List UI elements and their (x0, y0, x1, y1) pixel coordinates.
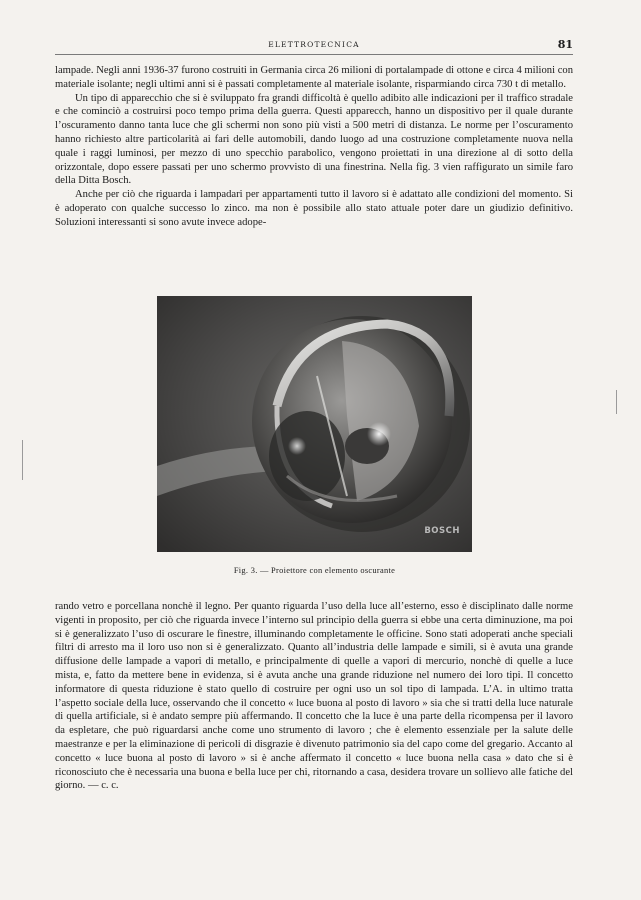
figure-caption: Fig. 3. — Proiettore con elemento oscurante (233, 566, 396, 575)
paragraph: Un tipo di apparecchio che si è sviluppato fra grandi difficoltà è quello adibito alle indicazioni per il traffico stradale e che cominciò a costruirsi poco tempo prima della guerra. Questi apparecch, hanno un dispositivo per il quale durante l’oscuramento danno tanta luce che gli schermi non sono più visti a 500 metri di distanza. Le norme per l’oscuramento hanno richiesto altre particolarità ai fari delle automobili, dando luogo ad una costruzione completamente nuova nella quale i raggi luminosi, per mezzo di uno specchio parabolico, vengono proiettati in una direzione al di sotto della orizzontale, dopo essere passati per uno schermo provvisto di una finestrina. Nella fig. 3 vien raffigurato un simile faro della Ditta Bosch. (55, 92, 573, 187)
bulb-highlight (367, 422, 391, 446)
headlamp-photo (157, 296, 472, 552)
paragraph: rando vetro e porcellana nonchè il legno. Per quanto riguarda l’uso della luce all’esterno, esso è disciplinato dalle norme vigenti in proposito, per ciò che riguarda invece l’interno sul principio della guerra si ebbe una certa diminuzione, ma poi si è generalizzato l’uso di oscurare le finestre, illuminando completamente le officine. Sono stati adoperati anche speciali filtri di arresto ma il loro uso non si è generalizzato. Quanto all’industria delle lampade e simili, si è avuta una grande diffusione delle lampade a vapori di metallo, e principalmente di quelle a vapori di mercurio, nonchè di quelle a luce mista, e, fatto da mettere bene in evidenza, si è avuta anche una grande riduzione nel numero dei loro tipi. Il concetto informatore di questa riduzione è stato quello di costruire per ogni uso un sol tipo di lampada. L’A. in ultimo tratta l’aspetto sociale della luce, osservando che il concetto « luce buona al posto di lavoro » sia che si tratti della luce naturale di quella artificiale, si è andato sempre più affermando. Il concetto che la luce è una parte della ricompensa per il lavoro da espletare, che può riguardarsi anche come uno strumento di lavoro ; che è elemento essenziale per la salute delle maestranze e per la eliminazione di pericoli di disgrazie è divenuto patrimonio sia del capo come del gregario. Accanto al concetto « luce buona al posto di lavoro » si è anche affermato il concetto « luce buona nella casa » dato che si è riconosciuto che è necessaria una buona e bella luce per chi, ritornando a casa, desidera trovare un sollievo alle fatiche del giorno. — c. c. (55, 601, 573, 792)
body-text-top (55, 64, 573, 230)
paragraph: lampade. Negli anni 1936-37 furono costruiti in Germania circa 26 milioni di portalampade di ottone e circa 4 milioni con materiale isolante; negli ultimi anni si è passati completamente al materiale isolante, risparmiando circa 730 t di metallo. (55, 65, 573, 90)
scan-margin-mark (616, 390, 617, 414)
brand-watermark: BOSCH (424, 526, 460, 536)
paragraph: Anche per ciò che riguarda i lampadari per appartamenti tutto il lavoro si è adattato alle condizioni del momento. Si è adoperato con qualche successo lo zinco. ma non è possibile allo stato attuale poter dare un giudizio definitivo. Soluzioni interessanti si sono avute invece adope- (55, 189, 573, 228)
figure-photo (157, 296, 472, 552)
page-number: 81 (557, 38, 573, 51)
running-title: ELETTROTECNICA (268, 40, 360, 49)
scan-margin-mark (22, 440, 23, 480)
body-text-bottom (55, 600, 573, 793)
running-header (55, 38, 573, 55)
